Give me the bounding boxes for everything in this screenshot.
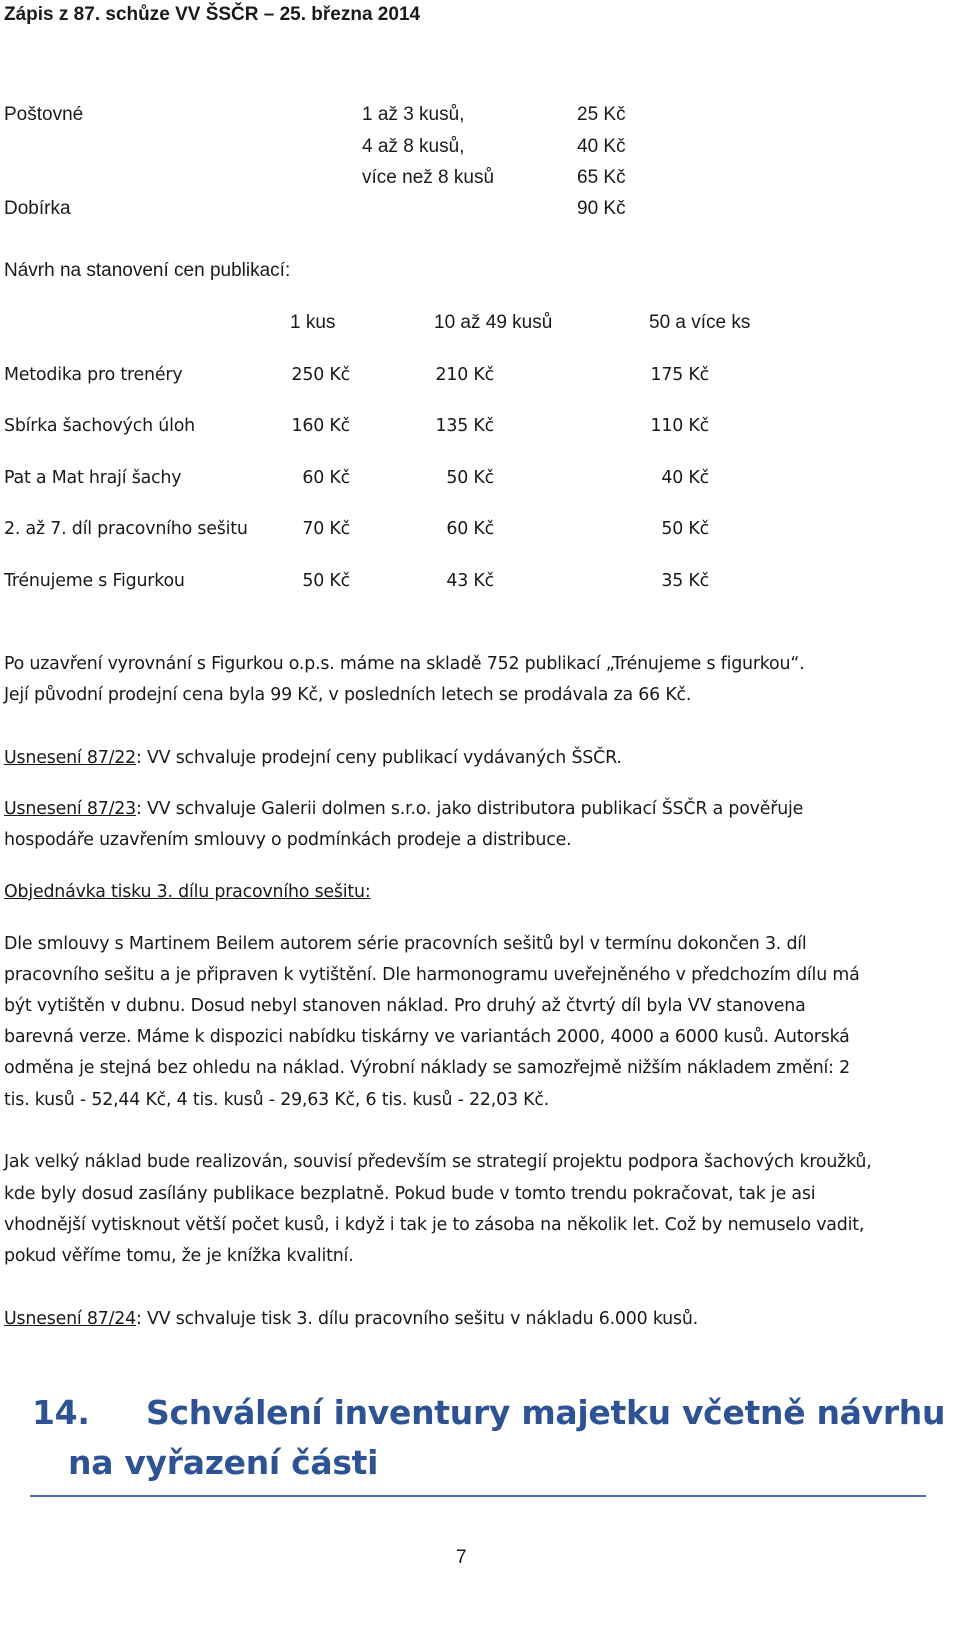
cod-price: 90 Kč (577, 198, 626, 219)
resolution-text: : VV schvaluje prodejní ceny publikací vydávaných ŠSČR. (135, 748, 622, 768)
column-header: 10 až 49 kusů (434, 312, 553, 333)
column-header: 50 a více ks (649, 312, 751, 333)
price-50plus: 50 Kč (661, 519, 709, 539)
document-header: Zápis z 87. schůze VV ŠSČR – 25. března 2014 (4, 4, 421, 25)
price-50plus: 175 Kč (650, 365, 709, 385)
paragraph-line: tis. kusů - 52,44 Kč, 4 tis. kusů - 29,63 Kč, 6 tis. kusů - 22,03 Kč. (4, 1090, 550, 1110)
postage-qty-2: 4 až 8 kusů, (362, 136, 465, 157)
page-number: 7 (456, 1547, 467, 1568)
section-title-line1: Schválení inventury majetku včetně návrhu (146, 1393, 946, 1432)
price-1kus: 250 Kč (291, 365, 350, 385)
postage-qty-3: více než 8 kusů (362, 167, 495, 188)
price-10-49: 210 Kč (435, 365, 494, 385)
price-50plus: 40 Kč (661, 468, 709, 488)
heading-underline-rule (30, 1495, 926, 1497)
section-title-line2: na vyřazení části (68, 1443, 379, 1482)
row-name: Pat a Mat hrají šachy (4, 468, 182, 488)
postage-price-3: 65 Kč (577, 167, 626, 188)
paragraph-line: Jak velký náklad bude realizován, souvisí především se strategií projektu podpora šachových kroužků, (4, 1152, 872, 1172)
paragraph-line: Po uzavření vyrovnání s Figurkou o.p.s. máme na skladě 752 publikací „Trénujeme s figurkou“. (4, 654, 805, 674)
resolution-label: Usnesení 87/22 (4, 748, 136, 768)
price-1kus: 70 Kč (302, 519, 350, 539)
resolution-87-24 (4, 1309, 698, 1329)
postage-price-1: 25 Kč (577, 104, 626, 125)
price-1kus: 50 Kč (302, 571, 350, 591)
resolution-label: Usnesení 87/23 (4, 799, 136, 819)
resolution-text-continued: hospodáře uzavřením smlouvy o podmínkách prodeje a distribuce. (4, 830, 572, 850)
price-10-49: 50 Kč (446, 468, 494, 488)
price-1kus: 60 Kč (302, 468, 350, 488)
price-10-49: 135 Kč (435, 416, 494, 436)
paragraph-line: být vytištěn v dubnu. Dosud nebyl stanoven náklad. Pro druhý až čtvrtý díl byla VV stanovena (4, 996, 806, 1016)
paragraph-line: barevná verze. Máme k dispozici nabídku tiskárny ve variantách 2000, 4000 a 6000 kusů. Autorská (4, 1027, 850, 1047)
row-name: Trénujeme s Figurkou (4, 571, 185, 591)
row-name: Sbírka šachových úloh (4, 416, 195, 436)
price-10-49: 43 Kč (446, 571, 494, 591)
price-50plus: 35 Kč (661, 571, 709, 591)
resolution-text: : VV schvaluje tisk 3. dílu pracovního sešitu v nákladu 6.000 kusů. (135, 1309, 699, 1329)
postage-label: Poštovné (4, 104, 84, 125)
resolution-text: : VV schvaluje Galerii dolmen s.r.o. jako distributora publikací ŠSČR a pověřuje (135, 799, 804, 819)
paragraph-line: vhodnější vytisknout větší počet kusů, i když i tak je to zásoba na několik let. Což by nemuselo vadit, (4, 1215, 865, 1235)
price-50plus: 110 Kč (650, 416, 709, 436)
paragraph-line: kde byly dosud zasílány publikace bezplatně. Pokud bude v tomto trendu pokračovat, tak je asi (4, 1184, 816, 1204)
paragraph-line: odměna je stejná bez ohledu na náklad. Výrobní náklady se samozřejmě nižším nákladem změní: 2 (4, 1058, 851, 1078)
postage-qty-1: 1 až 3 kusů, (362, 104, 465, 125)
paragraph-line: pokud věříme tomu, že je knížka kvalitní. (4, 1246, 354, 1266)
paragraph-line: pracovního sešitu a je připraven k vytištění. Dle harmonogramu uveřejněného v předchozím dílu má (4, 965, 860, 985)
section-number: 14. (32, 1393, 90, 1432)
resolution-87-22 (4, 748, 622, 768)
order-title: Objednávka tisku 3. dílu pracovního sešitu: (4, 882, 371, 902)
paragraph-line: Její původní prodejní cena byla 99 Kč, v posledních letech se prodávala za 66 Kč. (4, 685, 692, 705)
price-1kus: 160 Kč (291, 416, 350, 436)
row-name: Metodika pro trenéry (4, 365, 183, 385)
row-name: 2. až 7. díl pracovního sešitu (4, 519, 248, 539)
price-10-49: 60 Kč (446, 519, 494, 539)
postage-price-2: 40 Kč (577, 136, 626, 157)
proposal-title: Návrh na stanovení cen publikací: (4, 260, 291, 281)
resolution-87-23 (4, 799, 803, 819)
column-header: 1 kus (290, 312, 336, 333)
paragraph-line: Dle smlouvy s Martinem Beilem autorem série pracovních sešitů byl v termínu dokončen 3. díl (4, 934, 807, 954)
cod-label: Dobírka (4, 198, 71, 219)
resolution-label: Usnesení 87/24 (4, 1309, 136, 1329)
